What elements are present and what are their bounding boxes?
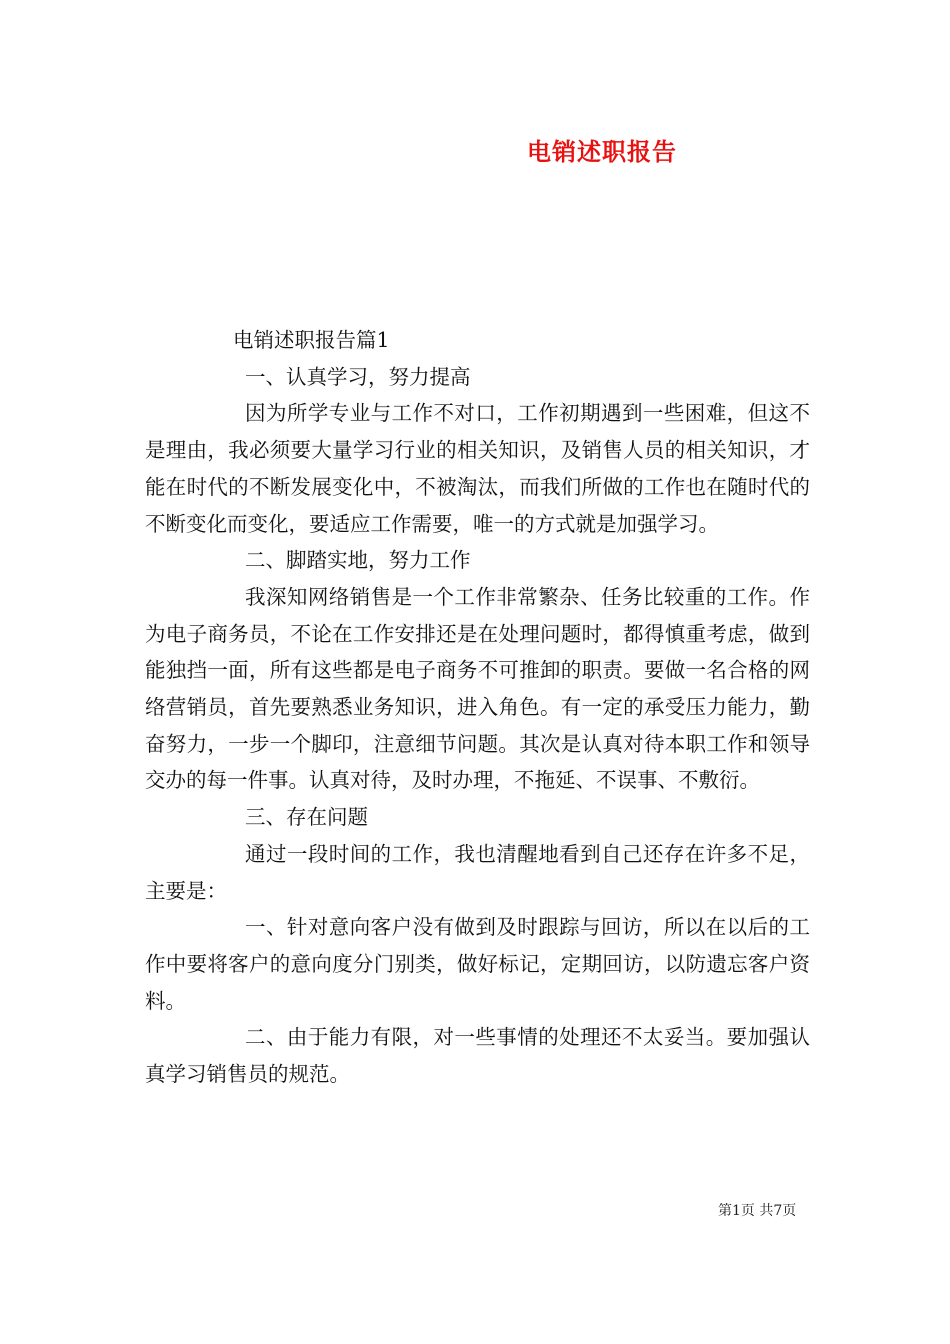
section-heading: 三、存在问题: [245, 805, 368, 830]
page-number: 第1页 共7页: [718, 1203, 797, 1219]
body-paragraph: 二、由于能力有限，对一些事情的处理还不太妥当。要加强认真学习销售员的规范。: [145, 1025, 810, 1087]
section-heading: 一、认真学习，努力提高: [245, 364, 471, 389]
body-paragraph: 我深知网络销售是一个工作非常繁杂、任务比较重的工作。作为电子商务员，不论在工作安排还是在处理问题时，都得慎重考虑，做到能独挡一面，所有这些都是电子商务不可推卸的职责。要做一名合格的网络营销员，首先要熟悉业务知识，进入角色。有一定的承受压力能力，勤奋努力，一步一个脚印，注意细节问题。其次是认真对待本职工作和领导交办的每一件事。认真对待，及时办理，不拖延、不误事、不敷衍。: [145, 584, 810, 793]
section-heading: 电销述职报告篇1: [233, 328, 390, 352]
document-title: 电销述职报告: [527, 137, 677, 166]
section-heading: 二、脚踏实地，努力工作: [245, 548, 471, 573]
document-body: [145, 322, 810, 1093]
body-paragraph: 因为所学专业与工作不对口，工作初期遇到一些困难，但这不是理由，我必须要大量学习行业的相关知识，及销售人员的相关知识，才能在时代的不断发展变化中，不被淘汰，而我们所做的工作也在随时代的不断变化而变化，要适应工作需要，唯一的方式就是加强学习。: [145, 401, 810, 536]
body-paragraph: 一、针对意向客户没有做到及时跟踪与回访，所以在以后的工作中要将客户的意向度分门别类，做好标记，定期回访，以防遗忘客户资料。: [145, 915, 810, 1013]
body-paragraph: 通过一段时间的工作，我也清醒地看到自己还存在许多不足，主要是：: [145, 841, 810, 903]
